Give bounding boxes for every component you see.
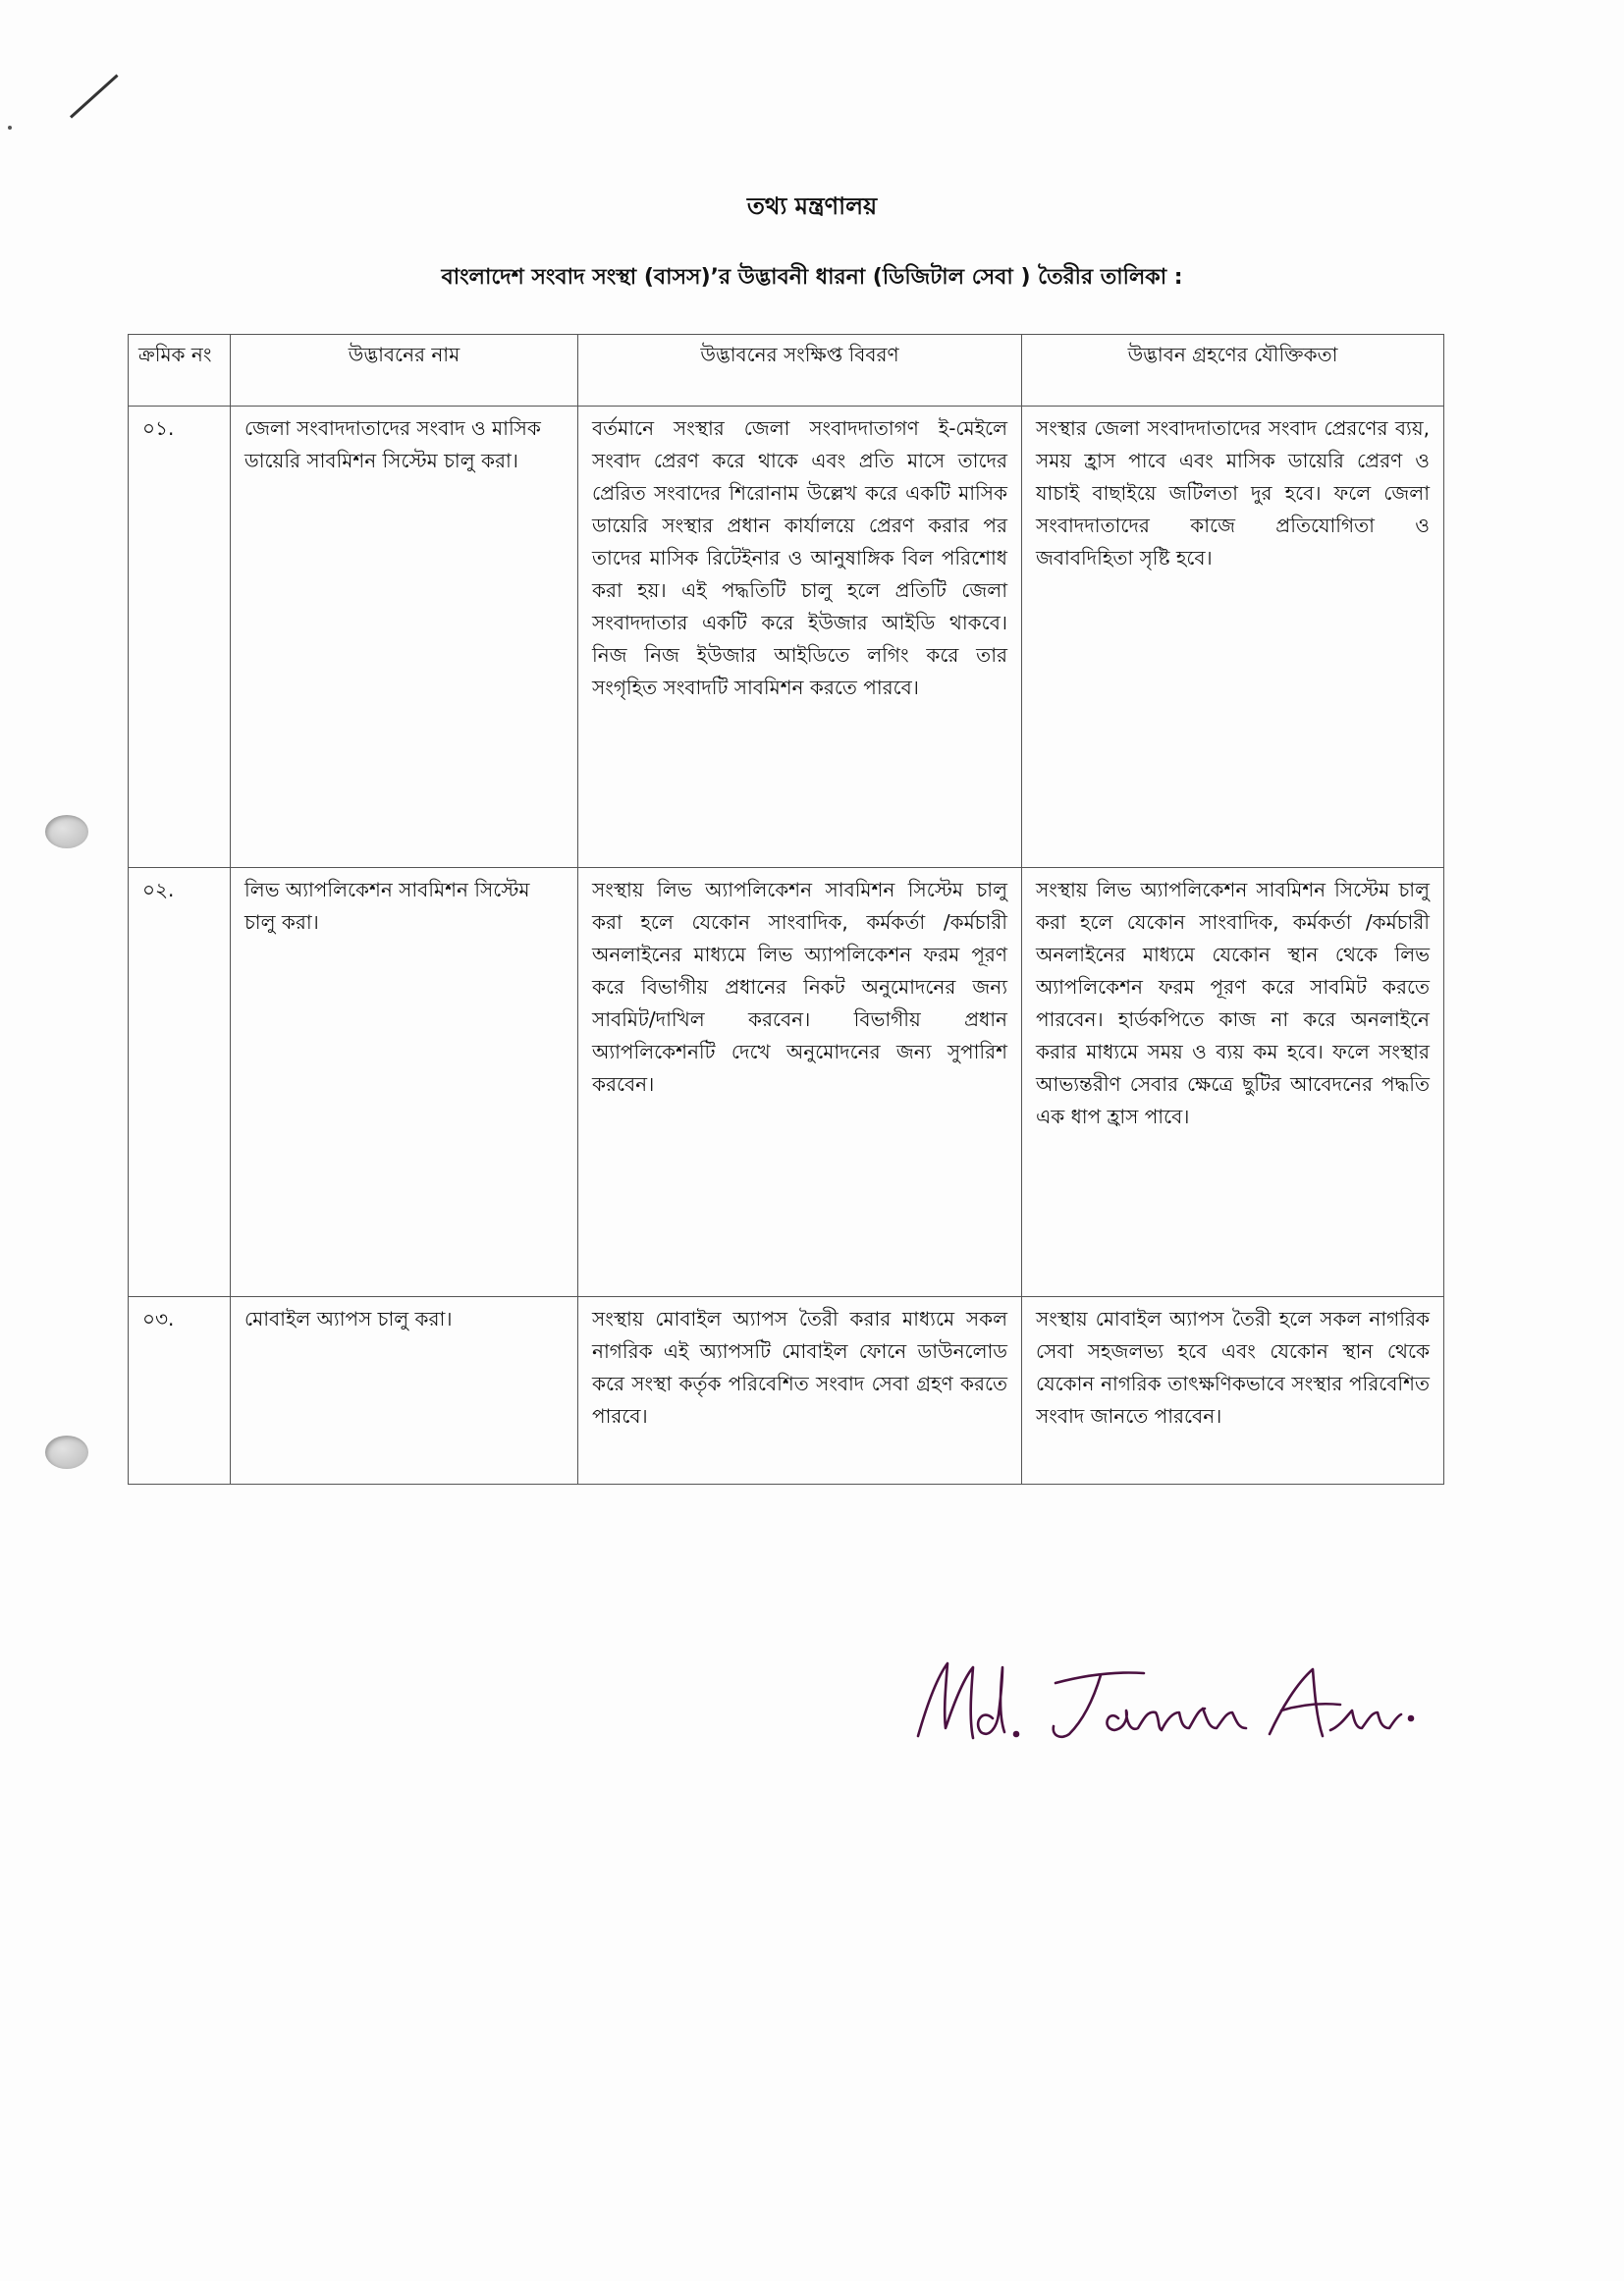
header-description: উদ্ভাবনের সংক্ষিপ্ত বিবরণ [578, 335, 1022, 407]
table-row [129, 407, 1444, 868]
table-header-row [129, 335, 1444, 407]
cell-innovation-name: লিভ অ্যাপলিকেশন সাবমিশন সিস্টেম চালু করা। [231, 868, 578, 1297]
ministry-title: তথ্য মন্ত্রণালয় [746, 192, 878, 220]
cell-serial: ০৩. [129, 1297, 231, 1485]
innovation-table [128, 334, 1444, 1485]
punch-hole [45, 815, 88, 848]
cell-innovation-name: মোবাইল অ্যাপস চালু করা। [231, 1297, 578, 1485]
cell-rationale: সংস্থার জেলা সংবাদদাতাদের সংবাদ প্রেরণের ব্যয়, সময় হ্রাস পাবে এবং মাসিক ডায়েরি প্রেরণ ও যাচাই বাছাইয়ে জটিলতা দুর হবে। ফলে জেলা সংবাদদাতাদের কাজে প্রতিযোগিতা ও জবাবদিহিতা সৃষ্টি হবে। [1022, 407, 1444, 868]
scan-dot [8, 126, 12, 130]
scan-pen-mark [70, 75, 119, 119]
cell-description: সংস্থায় মোবাইল অ্যাপস তৈরী করার মাধ্যমে সকল নাগরিক এই অ্যাপসটি মোবাইল ফোনে ডাউনলোড করে সংস্থা কর্তৃক পরিবেশিত সংবাদ সেবা গ্রহণ করতে পারবে। [578, 1297, 1022, 1485]
table-row [129, 868, 1444, 1297]
header-serial: ক্রমিক নং [129, 335, 231, 407]
punch-hole [45, 1436, 88, 1469]
cell-rationale: সংস্থায় মোবাইল অ্যাপস তৈরী হলে সকল নাগরিক সেবা সহজলভ্য হবে এবং যেকোন স্থান থেকে যেকোন নাগরিক তাৎক্ষণিকভাবে সংস্থার পরিবেশিত সংবাদ জানতে পারবেন। [1022, 1297, 1444, 1485]
handwritten-signature [908, 1650, 1419, 1767]
cell-description: সংস্থায় লিভ অ্যাপলিকেশন সাবমিশন সিস্টেম চালু করা হলে যেকোন সাংবাদিক, কর্মকর্তা /কর্মচারী অনলাইনের মাধ্যমে লিভ অ্যাপলিকেশন ফরম পূরণ করে বিভাগীয় প্রধানের নিকট অনুমোদনের জন্য সাবমিট/দাখিল করবেন। বিভাগীয় প্রধান অ্যাপলিকেশনটি দেখে অনুমোদনের জন্য সুপারিশ করবেন। [578, 868, 1022, 1297]
header-rationale: উদ্ভাবন গ্রহণের যৌক্তিকতা [1022, 335, 1444, 407]
cell-serial: ০১. [129, 407, 231, 868]
header-innovation-name: উদ্ভাবনের নাম [231, 335, 578, 407]
cell-innovation-name: জেলা সংবাদদাতাদের সংবাদ ও মাসিক ডায়েরি সাবমিশন সিস্টেম চালু করা। [231, 407, 578, 868]
cell-serial: ০২. [129, 868, 231, 1297]
document-subtitle: বাংলাদেশ সংবাদ সংস্থা (বাসস)’র উদ্ভাবনী ধারনা (ডিজিটাল সেবা ) তৈরীর তালিকা : [441, 265, 1183, 290]
cell-description: বর্তমানে সংস্থার জেলা সংবাদদাতাগণ ই-মেইলে সংবাদ প্রেরণ করে থাকে এবং প্রতি মাসে তাদের প্রেরিত সংবাদের শিরোনাম উল্লেখ করে একটি মাসিক ডায়েরি সংস্থার প্রধান কার্যালয়ে প্রেরণ করার পর তাদের মাসিক রিটেইনার ও আনুষাঙ্গিক বিল পরিশোধ করা হয়। এই পদ্ধতিটি চালু হলে প্রতিটি জেলা সংবাদদাতার একটি করে ইউজার আইডি থাকবে। নিজ নিজ ইউজার আইডিতে লগিং করে তার সংগৃহিত সংবাদটি সাবমিশন করতে পারবে। [578, 407, 1022, 868]
table-row [129, 1297, 1444, 1485]
cell-rationale: সংস্থায় লিভ অ্যাপলিকেশন সাবমিশন সিস্টেম চালু করা হলে যেকোন সাংবাদিক, কর্মকর্তা /কর্মচারী অনলাইনের মাধ্যমে যেকোন স্থান থেকে লিভ অ্যাপলিকেশন ফরম পূরণ করে সাবমিট করতে পারবেন। হার্ডকপিতে কাজ না করে অনলাইনে করার মাধ্যমে সময় ও ব্যয় কম হবে। ফলে সংস্থার আভ্যন্তরীণ সেবার ক্ষেত্রে ছুটির আবেদনের পদ্ধতি এক ধাপ হ্রাস পাবে। [1022, 868, 1444, 1297]
